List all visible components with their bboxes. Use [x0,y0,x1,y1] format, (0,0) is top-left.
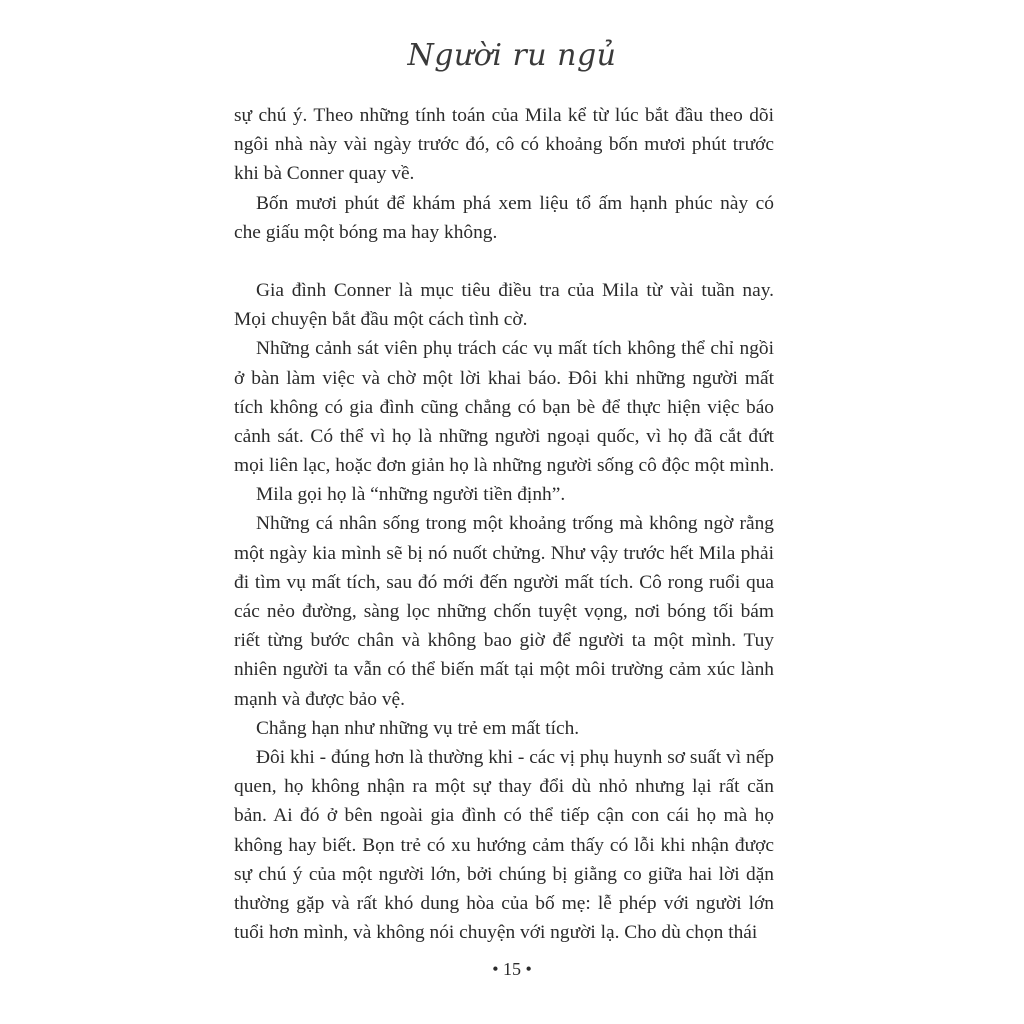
paragraph [234,714,774,743]
text-line: các nẻo đường, sàng lọc những chốn tuyệt vọng, nơi bóng tối bám [234,601,774,622]
paragraph [234,276,774,334]
section-break [234,247,774,276]
text-line: ở bàn làm việc và chờ một lời khai báo. Đôi khi những người mất [234,367,774,389]
running-title: Người ru ngủ [407,38,617,73]
body-text [234,101,774,947]
text-line: bản. Ai đó ở bên ngoài gia đình có thể tiếp cận con cái họ mà họ [234,805,774,827]
text-line: tích không có gia đình cũng chẳng có bạn bè để thực hiện việc báo [234,396,774,418]
paragraph [234,480,774,509]
text-line: Mọi chuyện bắt đầu một cách tình cờ. [234,309,528,331]
text-line: Những cá nhân sống trong một khoảng trống mà không ngờ rằng [256,513,774,535]
text-line: đi tìm vụ mất tích, sau đó mới đến người mất tích. Cô rong ruổi qua [234,571,774,593]
text-line: mọi liên lạc, hoặc đơn giản họ là những người sống cô độc một mình. [234,455,775,477]
text-line: riết từng bước chân và không bao giờ để người ta một mình. Tuy [234,630,774,652]
text-line: sự chú ý của một người lớn, bởi chúng bị giằng co giữa hai lời dặn [234,863,774,885]
text-line: nhiên người ta vẫn có thể biến mất tại một môi trường cảm xúc lành [234,659,774,681]
text-line: Chẳng hạn như những vụ trẻ em mất tích. [256,717,580,739]
text-line: quen, họ không nhận ra một sự thay đổi dù nhỏ nhưng lại rất căn [234,776,774,798]
text-line: khi bà Conner quay về. [234,163,415,185]
paragraph [234,509,774,713]
text-line: thường gặp và rất khó dung hòa của bố mẹ: lễ phép với người lớn [234,892,774,914]
page-number: • 15 • [492,959,532,979]
text-line: sự chú ý. Theo những tính toán của Mila kể từ lúc bắt đầu theo dõi [234,105,774,126]
text-line: che giấu một bóng ma hay không. [234,221,498,243]
text-line: Gia đình Conner là mục tiêu điều tra của Mila từ vài tuần nay. [256,279,774,301]
text-line: Những cảnh sát viên phụ trách các vụ mất tích không thể chỉ ngồi [256,338,774,360]
paragraph [234,101,774,189]
text-line: Đôi khi - đúng hơn là thường khi - các vị phụ huynh sơ suất vì nếp [256,746,774,768]
text-line: ngôi nhà này vài ngày trước đó, cô có khoảng bốn mươi phút trước [234,134,774,156]
text-line: không hay biết. Bọn trẻ có xu hướng cảm thấy có lỗi khi nhận được [234,834,774,856]
text-line: cảnh sát. Có thể vì họ là những người ngoại quốc, vì họ đã cắt đứt [234,425,774,447]
text-line: một ngày kia mình sẽ bị nó nuốt chửng. Như vậy trước hết Mila phải [234,542,774,564]
paragraph [234,743,774,947]
text-line: mạnh và được bảo vệ. [234,688,405,710]
text-line: tuổi hơn mình, và không nói chuyện với người lạ. Cho dù chọn thái [234,922,758,944]
paragraph [234,334,774,480]
text-line: Mila gọi họ là “những người tiền định”. [256,484,566,506]
paragraph [234,189,774,247]
text-line: Bốn mươi phút để khám phá xem liệu tổ ấm hạnh phúc này có [256,192,774,214]
